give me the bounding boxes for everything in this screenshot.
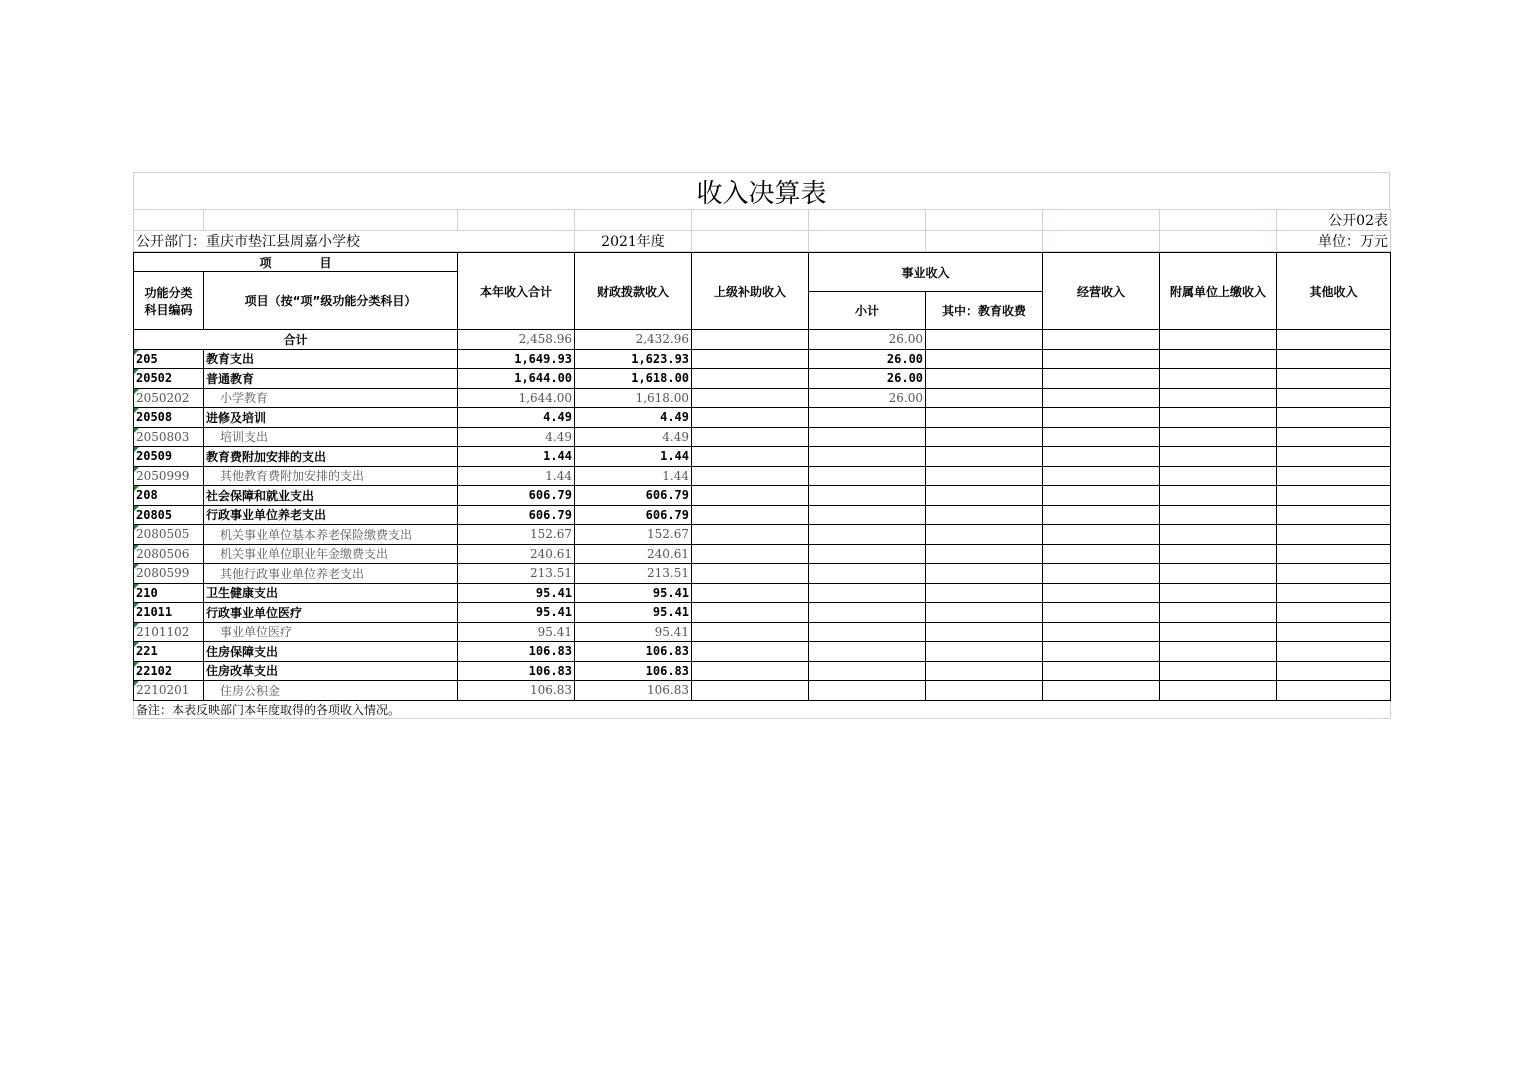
row-superior (692, 447, 809, 467)
row-code: 20805 (134, 505, 204, 525)
row-total: 106.83 (458, 661, 575, 681)
row-name: 培训支出 (204, 427, 458, 447)
header-operating: 经营收入 (1043, 253, 1160, 330)
row-affiliated (1160, 564, 1277, 584)
row-edu-fee (926, 564, 1043, 584)
total-operating (1043, 330, 1160, 350)
row-total: 106.83 (458, 681, 575, 701)
row-fiscal: 95.41 (575, 583, 692, 603)
row-fiscal: 95.41 (575, 622, 692, 642)
row-affiliated (1160, 466, 1277, 486)
row-code: 20502 (134, 369, 204, 389)
header-superior: 上级补助收入 (692, 253, 809, 330)
total-amount: 2,458.96 (458, 330, 575, 350)
row-name: 住房公积金 (204, 681, 458, 701)
table-row (134, 505, 1391, 525)
row-fiscal: 606.79 (575, 505, 692, 525)
row-code: 22102 (134, 661, 204, 681)
row-subtotal (809, 408, 926, 428)
row-fiscal: 1,623.93 (575, 349, 692, 369)
row-edu-fee (926, 642, 1043, 662)
row-superior (692, 544, 809, 564)
row-operating (1043, 544, 1160, 564)
row-subtotal (809, 583, 926, 603)
row-name: 机关事业单位基本养老保险缴费支出 (204, 525, 458, 545)
row-code: 2080506 (134, 544, 204, 564)
row-superior (692, 583, 809, 603)
table-row (134, 642, 1391, 662)
row-total: 4.49 (458, 408, 575, 428)
header-subtotal: 小计 (809, 292, 926, 330)
table-row (134, 603, 1391, 623)
row-code: 210 (134, 583, 204, 603)
row-superior (692, 388, 809, 408)
row-subtotal: 26.00 (809, 369, 926, 389)
row-superior (692, 603, 809, 623)
row-edu-fee (926, 603, 1043, 623)
row-name: 住房保障支出 (204, 642, 458, 662)
row-name: 教育费附加安排的支出 (204, 447, 458, 467)
row-subtotal: 26.00 (809, 388, 926, 408)
row-fiscal: 106.83 (575, 661, 692, 681)
row-name: 行政事业单位医疗 (204, 603, 458, 623)
row-edu-fee (926, 408, 1043, 428)
row-subtotal (809, 505, 926, 525)
table-row (134, 388, 1391, 408)
row-affiliated (1160, 349, 1277, 369)
row-operating (1043, 603, 1160, 623)
row-superior (692, 622, 809, 642)
table-row (134, 408, 1391, 428)
row-operating (1043, 505, 1160, 525)
total-subtotal: 26.00 (809, 330, 926, 350)
row-name: 其他教育费附加安排的支出 (204, 466, 458, 486)
row-subtotal: 26.00 (809, 349, 926, 369)
table-row (134, 564, 1391, 584)
table-row (134, 661, 1391, 681)
fiscal-year: 2021年度 (575, 231, 692, 252)
row-edu-fee (926, 369, 1043, 389)
row-total: 95.41 (458, 603, 575, 623)
form-code: 公开02表 (1277, 210, 1391, 231)
row-other (1277, 427, 1391, 447)
row-fiscal: 1.44 (575, 447, 692, 467)
row-affiliated (1160, 505, 1277, 525)
row-total: 606.79 (458, 486, 575, 506)
row-other (1277, 369, 1391, 389)
row-subtotal (809, 661, 926, 681)
row-name: 社会保障和就业支出 (204, 486, 458, 506)
header-edu-fee: 其中：教育收费 (926, 292, 1043, 330)
row-affiliated (1160, 603, 1277, 623)
row-operating (1043, 622, 1160, 642)
row-other (1277, 388, 1391, 408)
row-subtotal (809, 427, 926, 447)
row-name: 机关事业单位职业年金缴费支出 (204, 544, 458, 564)
row-other (1277, 447, 1391, 467)
row-affiliated (1160, 544, 1277, 564)
row-subtotal (809, 544, 926, 564)
row-total: 1.44 (458, 466, 575, 486)
header-affiliated: 附属单位上缴收入 (1160, 253, 1277, 330)
row-fiscal: 240.61 (575, 544, 692, 564)
row-name: 小学教育 (204, 388, 458, 408)
row-code: 20509 (134, 447, 204, 467)
row-affiliated (1160, 447, 1277, 467)
row-subtotal (809, 642, 926, 662)
row-operating (1043, 583, 1160, 603)
row-edu-fee (926, 349, 1043, 369)
row-code: 2080505 (134, 525, 204, 545)
income-table (133, 252, 1391, 719)
row-subtotal (809, 525, 926, 545)
row-superior (692, 349, 809, 369)
total-other (1277, 330, 1391, 350)
row-other (1277, 544, 1391, 564)
row-superior (692, 661, 809, 681)
table-row (134, 427, 1391, 447)
row-superior (692, 525, 809, 545)
total-label: 合计 (134, 330, 458, 350)
total-fiscal: 2,432.96 (575, 330, 692, 350)
row-name: 行政事业单位养老支出 (204, 505, 458, 525)
row-edu-fee (926, 661, 1043, 681)
total-edu-fee (926, 330, 1043, 350)
row-fiscal: 213.51 (575, 564, 692, 584)
row-subtotal (809, 447, 926, 467)
row-subtotal (809, 486, 926, 506)
row-operating (1043, 427, 1160, 447)
table-row (134, 622, 1391, 642)
row-subtotal (809, 466, 926, 486)
total-row (134, 330, 1391, 350)
row-edu-fee (926, 505, 1043, 525)
row-fiscal: 1,618.00 (575, 369, 692, 389)
row-superior (692, 505, 809, 525)
header-item-group: 项 目 (134, 253, 458, 272)
row-other (1277, 661, 1391, 681)
row-code: 20508 (134, 408, 204, 428)
table-row (134, 447, 1391, 467)
row-operating (1043, 564, 1160, 584)
row-fiscal: 4.49 (575, 427, 692, 447)
row-subtotal (809, 622, 926, 642)
header-name: 项目（按“项”级功能分类科目） (204, 272, 458, 330)
table-header (134, 253, 1391, 330)
row-affiliated (1160, 388, 1277, 408)
table-meta (133, 209, 1391, 252)
row-total: 106.83 (458, 642, 575, 662)
row-other (1277, 349, 1391, 369)
row-affiliated (1160, 408, 1277, 428)
row-code: 21011 (134, 603, 204, 623)
row-edu-fee (926, 388, 1043, 408)
row-affiliated (1160, 681, 1277, 701)
table-row (134, 349, 1391, 369)
row-code: 2080599 (134, 564, 204, 584)
row-code: 2050999 (134, 466, 204, 486)
row-subtotal (809, 681, 926, 701)
row-superior (692, 642, 809, 662)
row-other (1277, 603, 1391, 623)
row-superior (692, 564, 809, 584)
row-operating (1043, 486, 1160, 506)
row-name: 住房改革支出 (204, 661, 458, 681)
table-row (134, 369, 1391, 389)
row-other (1277, 525, 1391, 545)
row-code: 2050803 (134, 427, 204, 447)
table-row (134, 486, 1391, 506)
row-other (1277, 505, 1391, 525)
row-name: 卫生健康支出 (204, 583, 458, 603)
row-fiscal: 1.44 (575, 466, 692, 486)
row-operating (1043, 349, 1160, 369)
row-operating (1043, 388, 1160, 408)
row-total: 95.41 (458, 622, 575, 642)
row-name: 进修及培训 (204, 408, 458, 428)
row-other (1277, 681, 1391, 701)
row-operating (1043, 466, 1160, 486)
total-affiliated (1160, 330, 1277, 350)
row-name: 其他行政事业单位养老支出 (204, 564, 458, 584)
row-edu-fee (926, 681, 1043, 701)
row-code: 208 (134, 486, 204, 506)
row-affiliated (1160, 583, 1277, 603)
row-code: 2050202 (134, 388, 204, 408)
row-edu-fee (926, 486, 1043, 506)
table-body (134, 330, 1391, 701)
row-total: 1.44 (458, 447, 575, 467)
row-fiscal: 106.83 (575, 681, 692, 701)
row-operating (1043, 525, 1160, 545)
row-affiliated (1160, 642, 1277, 662)
row-operating (1043, 642, 1160, 662)
row-affiliated (1160, 427, 1277, 447)
total-superior (692, 330, 809, 350)
table-row (134, 544, 1391, 564)
header-fiscal: 财政拨款收入 (575, 253, 692, 330)
row-edu-fee (926, 466, 1043, 486)
row-other (1277, 583, 1391, 603)
row-affiliated (1160, 661, 1277, 681)
table-row (134, 583, 1391, 603)
row-edu-fee (926, 525, 1043, 545)
row-affiliated (1160, 486, 1277, 506)
page-title: 收入决算表 (133, 172, 1390, 209)
row-other (1277, 564, 1391, 584)
row-edu-fee (926, 447, 1043, 467)
row-total: 606.79 (458, 505, 575, 525)
row-superior (692, 486, 809, 506)
row-superior (692, 369, 809, 389)
row-fiscal: 152.67 (575, 525, 692, 545)
row-total: 1,649.93 (458, 349, 575, 369)
row-fiscal: 106.83 (575, 642, 692, 662)
row-edu-fee (926, 583, 1043, 603)
table-row (134, 681, 1391, 701)
header-code: 功能分类科目编码 (134, 272, 204, 330)
row-name: 事业单位医疗 (204, 622, 458, 642)
row-code: 221 (134, 642, 204, 662)
table-row (134, 525, 1391, 545)
row-total: 95.41 (458, 583, 575, 603)
row-operating (1043, 369, 1160, 389)
row-other (1277, 642, 1391, 662)
row-total: 213.51 (458, 564, 575, 584)
unit-label: 单位：万元 (1277, 231, 1391, 252)
header-other: 其他收入 (1277, 253, 1391, 330)
row-other (1277, 408, 1391, 428)
row-superior (692, 427, 809, 447)
row-edu-fee (926, 544, 1043, 564)
table-note: 备注：本表反映部门本年度取得的各项收入情况。 (134, 700, 1391, 718)
row-affiliated (1160, 622, 1277, 642)
row-name: 普通教育 (204, 369, 458, 389)
row-edu-fee (926, 622, 1043, 642)
row-superior (692, 466, 809, 486)
income-statement-sheet (133, 172, 1390, 719)
row-code: 2101102 (134, 622, 204, 642)
row-fiscal: 95.41 (575, 603, 692, 623)
row-affiliated (1160, 369, 1277, 389)
row-edu-fee (926, 427, 1043, 447)
row-subtotal (809, 564, 926, 584)
row-total: 1,644.00 (458, 388, 575, 408)
row-fiscal: 4.49 (575, 408, 692, 428)
row-total: 152.67 (458, 525, 575, 545)
row-other (1277, 622, 1391, 642)
header-total: 本年收入合计 (458, 253, 575, 330)
row-code: 205 (134, 349, 204, 369)
row-operating (1043, 661, 1160, 681)
row-code: 2210201 (134, 681, 204, 701)
row-operating (1043, 408, 1160, 428)
row-total: 240.61 (458, 544, 575, 564)
row-fiscal: 1,618.00 (575, 388, 692, 408)
row-operating (1043, 681, 1160, 701)
row-fiscal: 606.79 (575, 486, 692, 506)
row-total: 1,644.00 (458, 369, 575, 389)
row-operating (1043, 447, 1160, 467)
row-superior (692, 681, 809, 701)
row-total: 4.49 (458, 427, 575, 447)
row-other (1277, 486, 1391, 506)
row-subtotal (809, 603, 926, 623)
row-name: 教育支出 (204, 349, 458, 369)
department-label: 公开部门：重庆市垫江县周嘉小学校 (134, 231, 575, 252)
row-other (1277, 466, 1391, 486)
row-affiliated (1160, 525, 1277, 545)
table-row (134, 466, 1391, 486)
header-business: 事业收入 (809, 253, 1043, 292)
row-superior (692, 408, 809, 428)
